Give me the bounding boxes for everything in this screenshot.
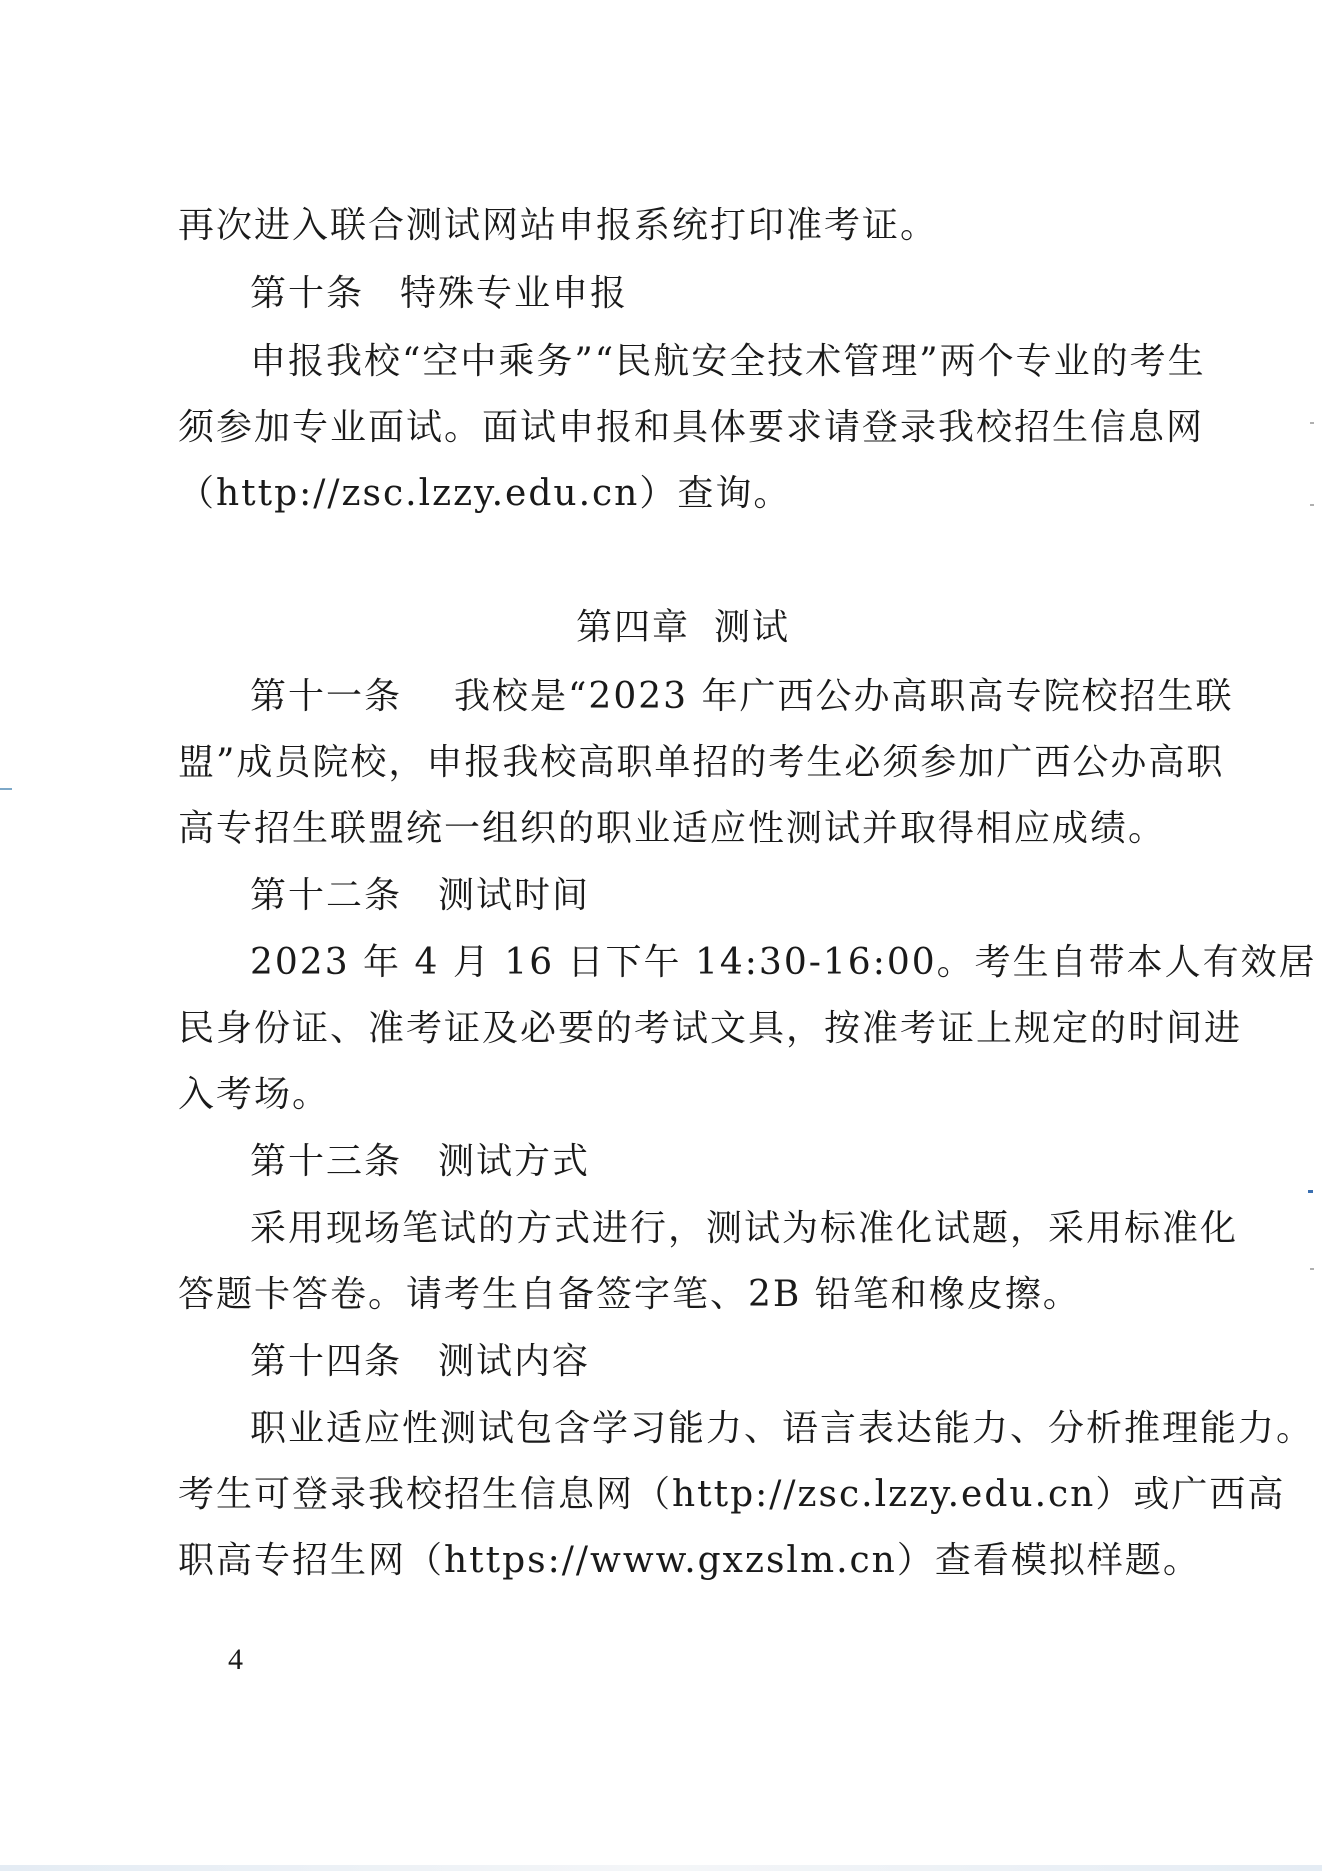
article-title: 测试内容 xyxy=(438,1341,591,1382)
article-title: 测试方式 xyxy=(438,1141,591,1182)
chapter-heading xyxy=(576,604,790,652)
article-title: 特殊专业申报 xyxy=(400,273,629,314)
article-number: 第十一条 xyxy=(250,676,403,717)
scan-edge-mark xyxy=(0,788,12,790)
article-text: 我校是“2023 年广西公办高职高专院校招生联 xyxy=(454,676,1234,717)
chapter-number: 第四章 xyxy=(576,607,691,648)
paragraph-line: 盟”成员院校，申报我校高职单招的考生必须参加广西公办高职 xyxy=(178,742,1225,783)
paragraph-line: 入考场。 xyxy=(178,1074,331,1115)
paragraph-line: 须参加专业面试。面试申报和具体要求请登录我校招生信息网 xyxy=(178,407,1205,448)
article-11-line xyxy=(250,673,1234,721)
scan-edge-mark xyxy=(1310,1268,1314,1270)
scan-edge-mark xyxy=(1310,422,1314,424)
article-title: 测试时间 xyxy=(438,875,591,916)
article-number: 第十三条 xyxy=(250,1141,403,1182)
paragraph-line: 职高专招生网（https://www.gxzslm.cn）查看模拟样题。 xyxy=(178,1540,1201,1581)
article-number: 第十条 xyxy=(250,273,365,314)
paragraph-line: 考生可登录我校招生信息网（http://zsc.lzzy.edu.cn）或广西高 xyxy=(178,1474,1286,1515)
article-number: 第十四条 xyxy=(250,1341,403,1382)
article-12-heading xyxy=(250,872,590,920)
paragraph-line: （http://zsc.lzzy.edu.cn）查询。 xyxy=(178,473,792,514)
paragraph-line: 2023 年 4 月 16 日下午 14:30-16:00。考生自带本人有效居 xyxy=(250,942,1317,983)
paragraph-line: 高专招生联盟统一组织的职业适应性测试并取得相应成绩。 xyxy=(178,808,1167,849)
paragraph-line: 民身份证、准考证及必要的考试文具，按准考证上规定的时间进 xyxy=(178,1008,1243,1049)
scan-edge-mark xyxy=(1310,504,1314,506)
paragraph-line: 职业适应性测试包含学习能力、语言表达能力、分析推理能力。 xyxy=(250,1408,1315,1449)
scan-bottom-edge xyxy=(0,1865,1322,1871)
paragraph-line: 采用现场笔试的方式进行，测试为标准化试题，采用标准化 xyxy=(250,1208,1239,1249)
scan-edge-mark xyxy=(1308,1190,1313,1193)
chapter-title: 测试 xyxy=(714,607,791,648)
article-number: 第十二条 xyxy=(250,875,403,916)
article-13-heading xyxy=(250,1138,590,1186)
paragraph-line: 申报我校“空中乘务”“民航安全技术管理”两个专业的考生 xyxy=(250,341,1206,382)
article-14-heading xyxy=(250,1338,590,1386)
article-10-heading xyxy=(250,270,628,318)
paragraph-line: 再次进入联合测试网站申报系统打印准考证。 xyxy=(178,205,939,246)
paragraph-line: 答题卡答卷。请考生自备签字笔、2B 铅笔和橡皮擦。 xyxy=(178,1274,1081,1315)
page-number: 4 xyxy=(228,1643,243,1676)
